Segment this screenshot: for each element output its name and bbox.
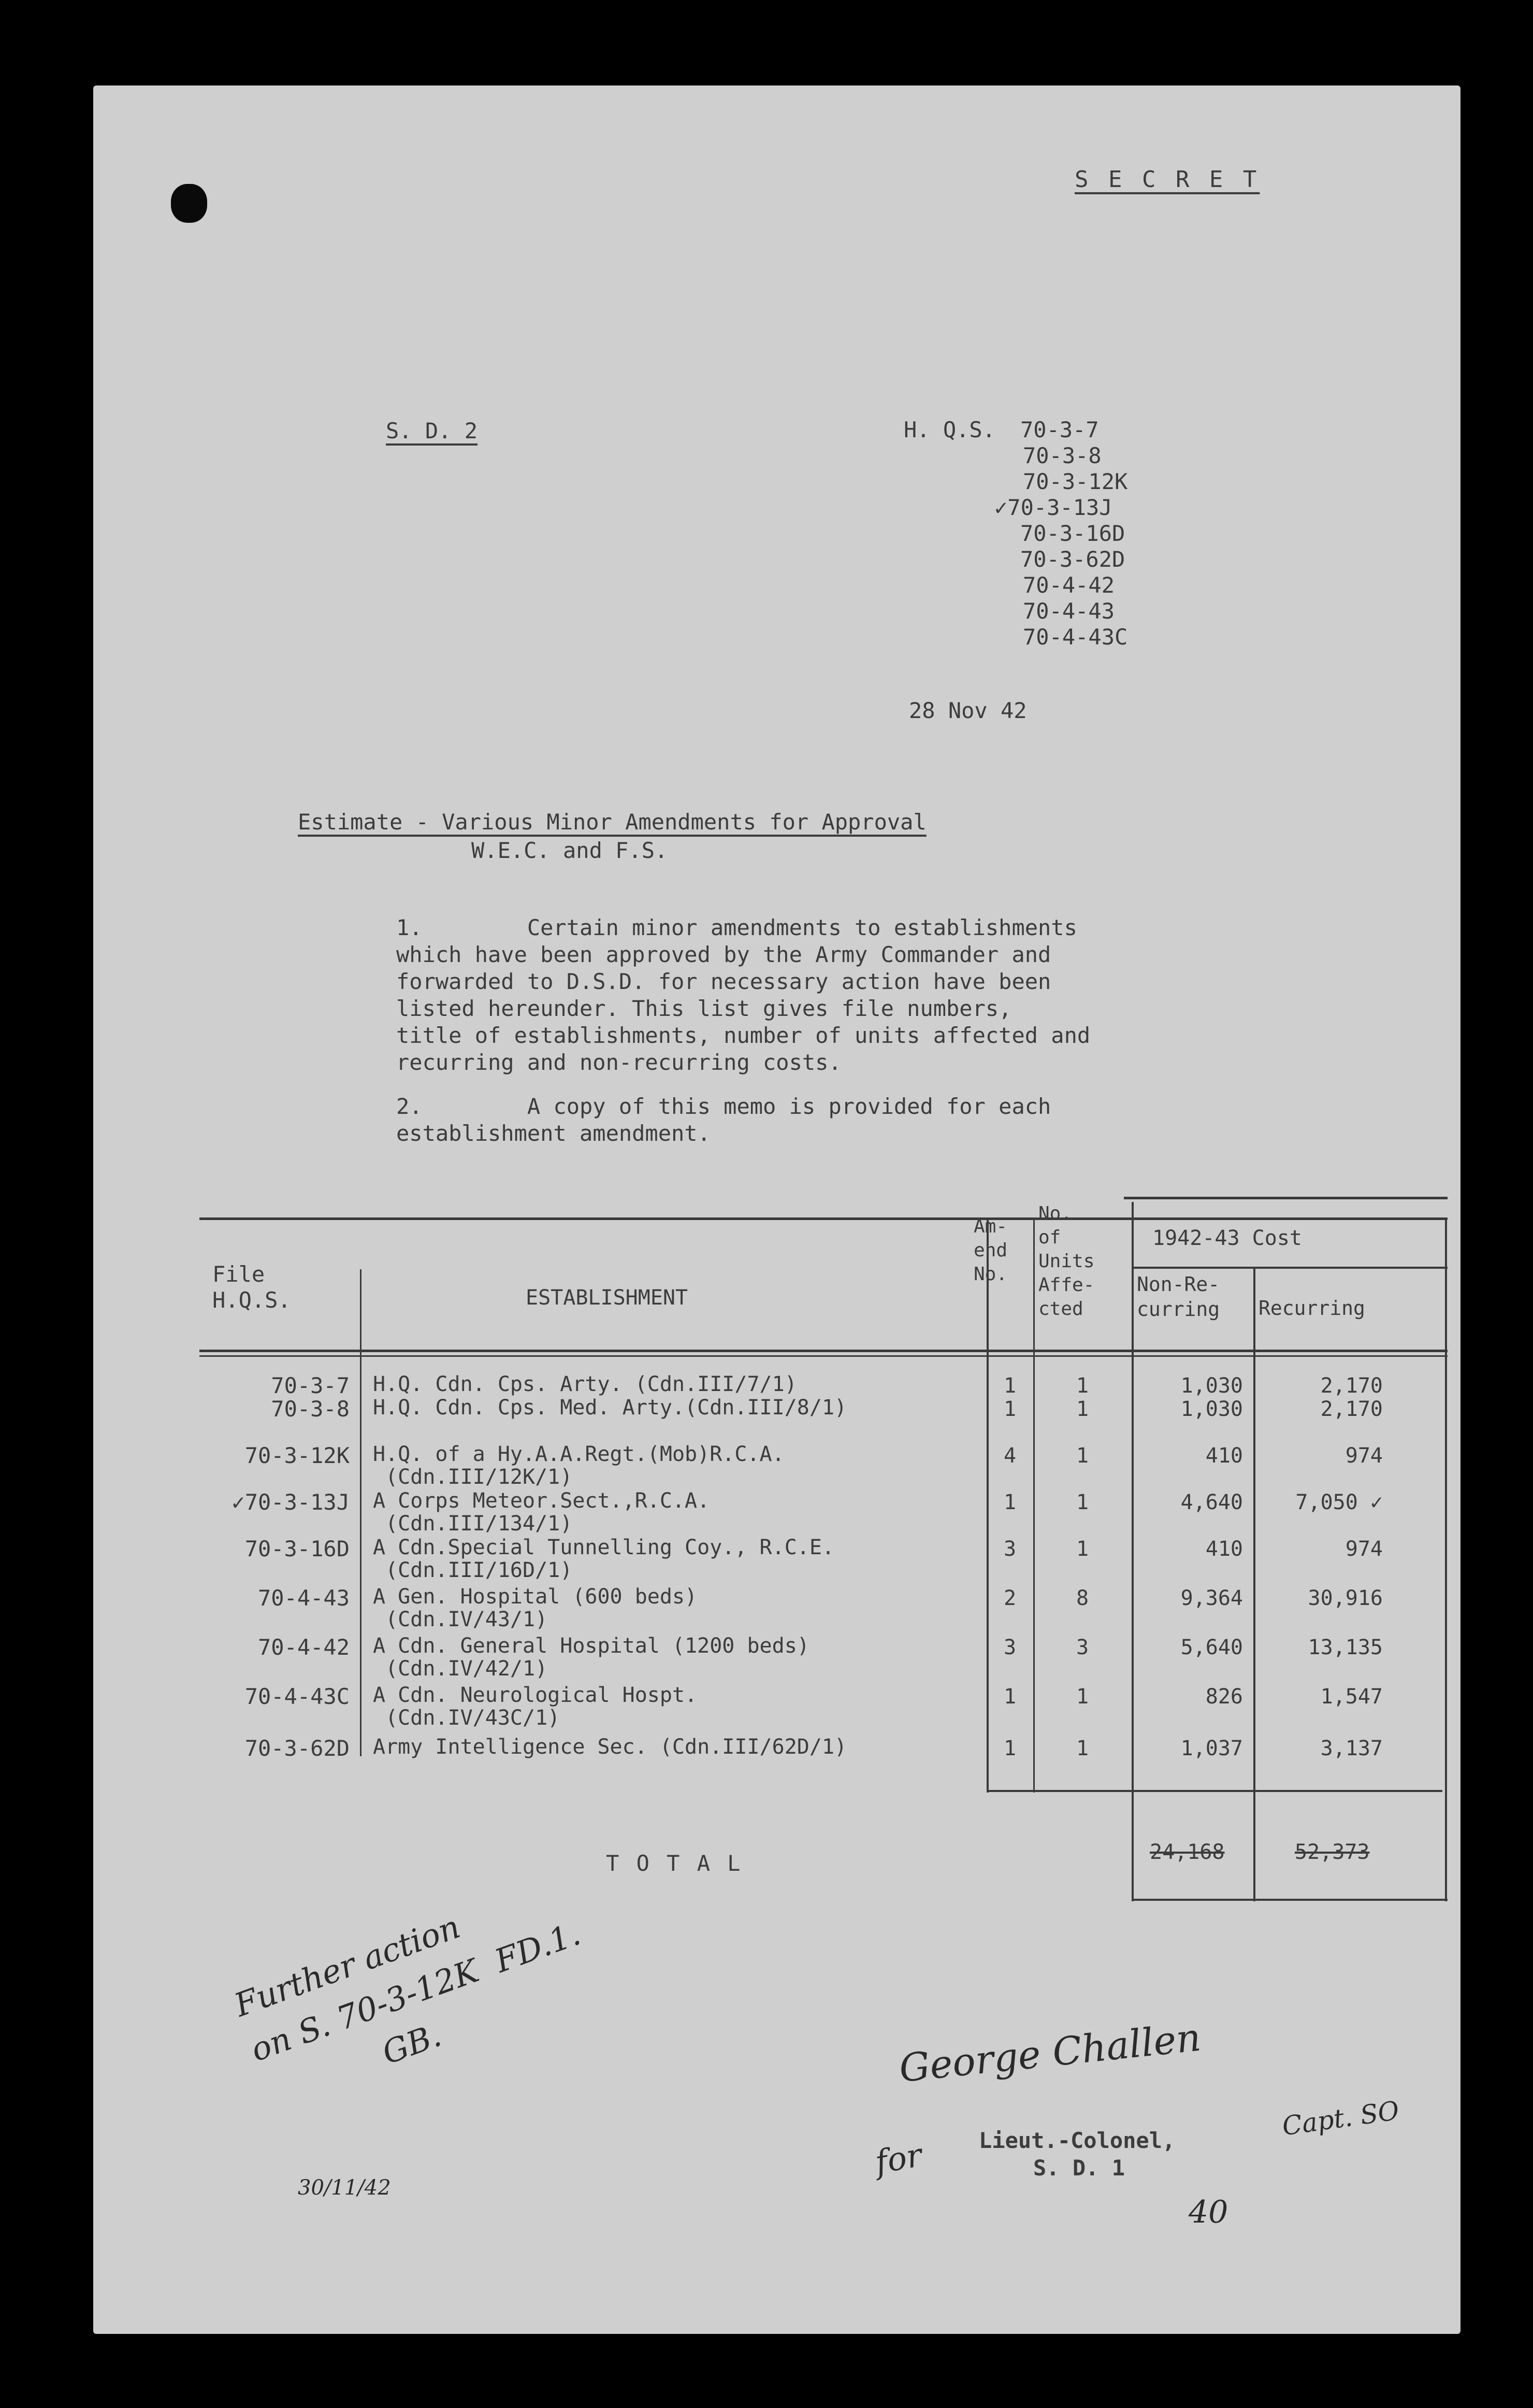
row-file-number: 70-3-62D bbox=[244, 1736, 350, 1761]
signatory-title: Lieut.-Colonel, bbox=[979, 2128, 1176, 2153]
row-non-recurring: 1,030 bbox=[1180, 1374, 1243, 1398]
file-ref-item: ✓70-3-13J bbox=[994, 495, 1112, 520]
row-non-recurring: 4,640 bbox=[1180, 1490, 1243, 1514]
row-recurring: 2,170 bbox=[1320, 1397, 1383, 1421]
row-file-number: 70-3-12K bbox=[244, 1443, 350, 1468]
classification-marking: S E C R E T bbox=[1075, 166, 1260, 193]
cost-top-rule bbox=[1124, 1197, 1448, 1199]
row-establishment: A Cdn. General Hospital (1200 beds) (Cdn.IV/42/1) bbox=[373, 1634, 809, 1681]
row-amend-no: 3 bbox=[1003, 1537, 1017, 1561]
signatory-unit: S. D. 1 bbox=[1033, 2155, 1125, 2181]
row-amend-no: 1 bbox=[1003, 1490, 1017, 1514]
total-bottom-rule bbox=[1132, 1899, 1448, 1901]
handwritten-note-date: 30/11/42 bbox=[298, 2176, 391, 2200]
subject-line-2: W.E.C. and F.S. bbox=[471, 838, 668, 863]
file-ref-item: 70-3-7 bbox=[1020, 417, 1099, 442]
header-file: File H.Q.S. bbox=[212, 1262, 291, 1313]
row-units-affected: 1 bbox=[1076, 1397, 1089, 1421]
file-refs-prefix: H. Q.S. bbox=[904, 417, 996, 442]
row-units-affected: 1 bbox=[1076, 1490, 1089, 1514]
subject-line-1: Estimate - Various Minor Amendments for Approval bbox=[298, 809, 927, 835]
row-file-number: 70-3-7 bbox=[271, 1373, 350, 1398]
table-bottom-rule bbox=[987, 1790, 1442, 1792]
row-establishment: A Cdn.Special Tunnelling Coy., R.C.E. (Cdn.III/16D/1) bbox=[373, 1536, 835, 1582]
row-file-number: 70-4-42 bbox=[257, 1635, 350, 1660]
row-recurring: 7,050 ✓ bbox=[1295, 1490, 1383, 1514]
row-amend-no: 4 bbox=[1003, 1444, 1017, 1468]
row-non-recurring: 5,640 bbox=[1180, 1636, 1243, 1659]
file-ref-item: 70-3-16D bbox=[1020, 521, 1125, 546]
row-recurring: 2,170 bbox=[1320, 1374, 1383, 1398]
col-divider-nonrec bbox=[1253, 1267, 1255, 1901]
row-establishment: A Gen. Hospital (600 beds) (Cdn.IV/43/1) bbox=[373, 1585, 698, 1631]
file-ref-item: 70-3-62D bbox=[1020, 547, 1125, 572]
header-bottom-rule-2 bbox=[199, 1355, 1448, 1357]
row-amend-no: 1 bbox=[1003, 1737, 1017, 1760]
total-recurring: 52,373 bbox=[1295, 1840, 1370, 1864]
row-amend-no: 1 bbox=[1003, 1397, 1017, 1421]
row-file-number: 70-3-8 bbox=[271, 1396, 350, 1422]
header-cost: 1942-43 Cost bbox=[1152, 1226, 1302, 1250]
row-file-number: ✓70-3-13J bbox=[232, 1489, 350, 1515]
file-ref-item: 70-4-43 bbox=[1023, 598, 1115, 624]
row-non-recurring: 9,364 bbox=[1180, 1586, 1243, 1610]
file-ref-item: 70-3-12K bbox=[1023, 469, 1128, 494]
row-units-affected: 1 bbox=[1076, 1374, 1089, 1398]
header-recurring: Recurring bbox=[1259, 1297, 1365, 1320]
row-units-affected: 1 bbox=[1076, 1737, 1089, 1760]
file-ref-item: 70-4-42 bbox=[1023, 572, 1115, 598]
row-recurring: 974 bbox=[1345, 1444, 1383, 1468]
row-non-recurring: 410 bbox=[1205, 1444, 1243, 1468]
row-non-recurring: 1,030 bbox=[1180, 1397, 1243, 1421]
row-recurring: 30,916 bbox=[1308, 1586, 1383, 1610]
row-recurring: 974 bbox=[1345, 1537, 1383, 1561]
row-file-number: 70-4-43C bbox=[244, 1684, 350, 1709]
row-amend-no: 2 bbox=[1003, 1586, 1017, 1610]
page-number: 40 bbox=[1189, 2194, 1228, 2230]
row-establishment: A Cdn. Neurological Hospt. (Cdn.IV/43C/1) bbox=[373, 1683, 698, 1730]
row-amend-no: 3 bbox=[1003, 1636, 1017, 1659]
row-establishment: A Corps Meteor.Sect.,R.C.A. (Cdn.III/134/1) bbox=[373, 1489, 710, 1536]
for-mark: for bbox=[872, 2135, 925, 2182]
row-units-affected: 1 bbox=[1076, 1444, 1089, 1468]
row-file-number: 70-4-43 bbox=[257, 1585, 350, 1611]
col-divider-file bbox=[360, 1269, 361, 1756]
col-divider-units bbox=[1132, 1202, 1134, 1901]
row-non-recurring: 826 bbox=[1205, 1685, 1243, 1709]
reference-sd2: S. D. 2 bbox=[386, 418, 478, 443]
header-non-recurring: Non-Re- curring bbox=[1137, 1273, 1220, 1321]
header-units-affected: No. of Units Affe- cted bbox=[1038, 1203, 1095, 1320]
row-units-affected: 8 bbox=[1076, 1586, 1089, 1610]
row-establishment: H.Q. Cdn. Cps. Med. Arty.(Cdn.III/8/1) bbox=[373, 1396, 847, 1420]
handwritten-note: Further action on S. 70-3-12K FD.1. GB. bbox=[229, 1908, 585, 2114]
signature-rank: Capt. SO bbox=[1280, 2095, 1401, 2142]
header-bottom-rule bbox=[199, 1350, 1448, 1352]
row-establishment: Army Intelligence Sec. (Cdn.III/62D/1) bbox=[373, 1735, 847, 1759]
paragraph-2: 2. A copy of this memo is provided for each establishment amendment. bbox=[396, 1094, 1051, 1146]
col-divider-amend bbox=[1033, 1217, 1035, 1793]
memo-date: 28 Nov 42 bbox=[909, 698, 1027, 723]
header-amend-no: Am- end No. bbox=[974, 1216, 1008, 1285]
signature: George Challen bbox=[897, 2015, 1203, 2091]
row-non-recurring: 1,037 bbox=[1180, 1737, 1243, 1760]
paragraph-1: 1. Certain minor amendments to establishments which have been approved by the Army Commander and forwarded to D.S.D. for necessary action have been listed hereunder. This list gives file numbers, title of establishments, number of units affected and recurring and non-recurring costs. bbox=[396, 915, 1091, 1075]
col-divider-estab bbox=[987, 1217, 989, 1793]
file-ref-item: 70-3-8 bbox=[1023, 443, 1102, 468]
total-label: T O T A L bbox=[606, 1851, 743, 1876]
punch-hole bbox=[171, 184, 207, 223]
row-units-affected: 3 bbox=[1076, 1636, 1089, 1659]
row-establishment: H.Q. of a Hy.A.A.Regt.(Mob)R.C.A. (Cdn.III/12K/1) bbox=[373, 1442, 785, 1489]
row-recurring: 1,547 bbox=[1320, 1685, 1383, 1709]
row-file-number: 70-3-16D bbox=[244, 1536, 350, 1561]
row-amend-no: 1 bbox=[1003, 1374, 1017, 1398]
row-recurring: 13,135 bbox=[1308, 1636, 1383, 1659]
row-non-recurring: 410 bbox=[1205, 1537, 1243, 1561]
row-amend-no: 1 bbox=[1003, 1685, 1017, 1709]
row-establishment: H.Q. Cdn. Cps. Arty. (Cdn.III/7/1) bbox=[373, 1372, 797, 1396]
total-non-recurring: 24,168 bbox=[1150, 1840, 1225, 1864]
table-right-edge bbox=[1445, 1217, 1447, 1901]
row-recurring: 3,137 bbox=[1320, 1737, 1383, 1760]
file-ref-item: 70-4-43C bbox=[1023, 624, 1128, 650]
header-establishment: ESTABLISHMENT bbox=[526, 1286, 688, 1310]
row-units-affected: 1 bbox=[1076, 1537, 1089, 1561]
cost-sub-rule bbox=[1132, 1267, 1448, 1269]
table-top-rule bbox=[199, 1217, 1448, 1220]
row-units-affected: 1 bbox=[1076, 1685, 1089, 1709]
